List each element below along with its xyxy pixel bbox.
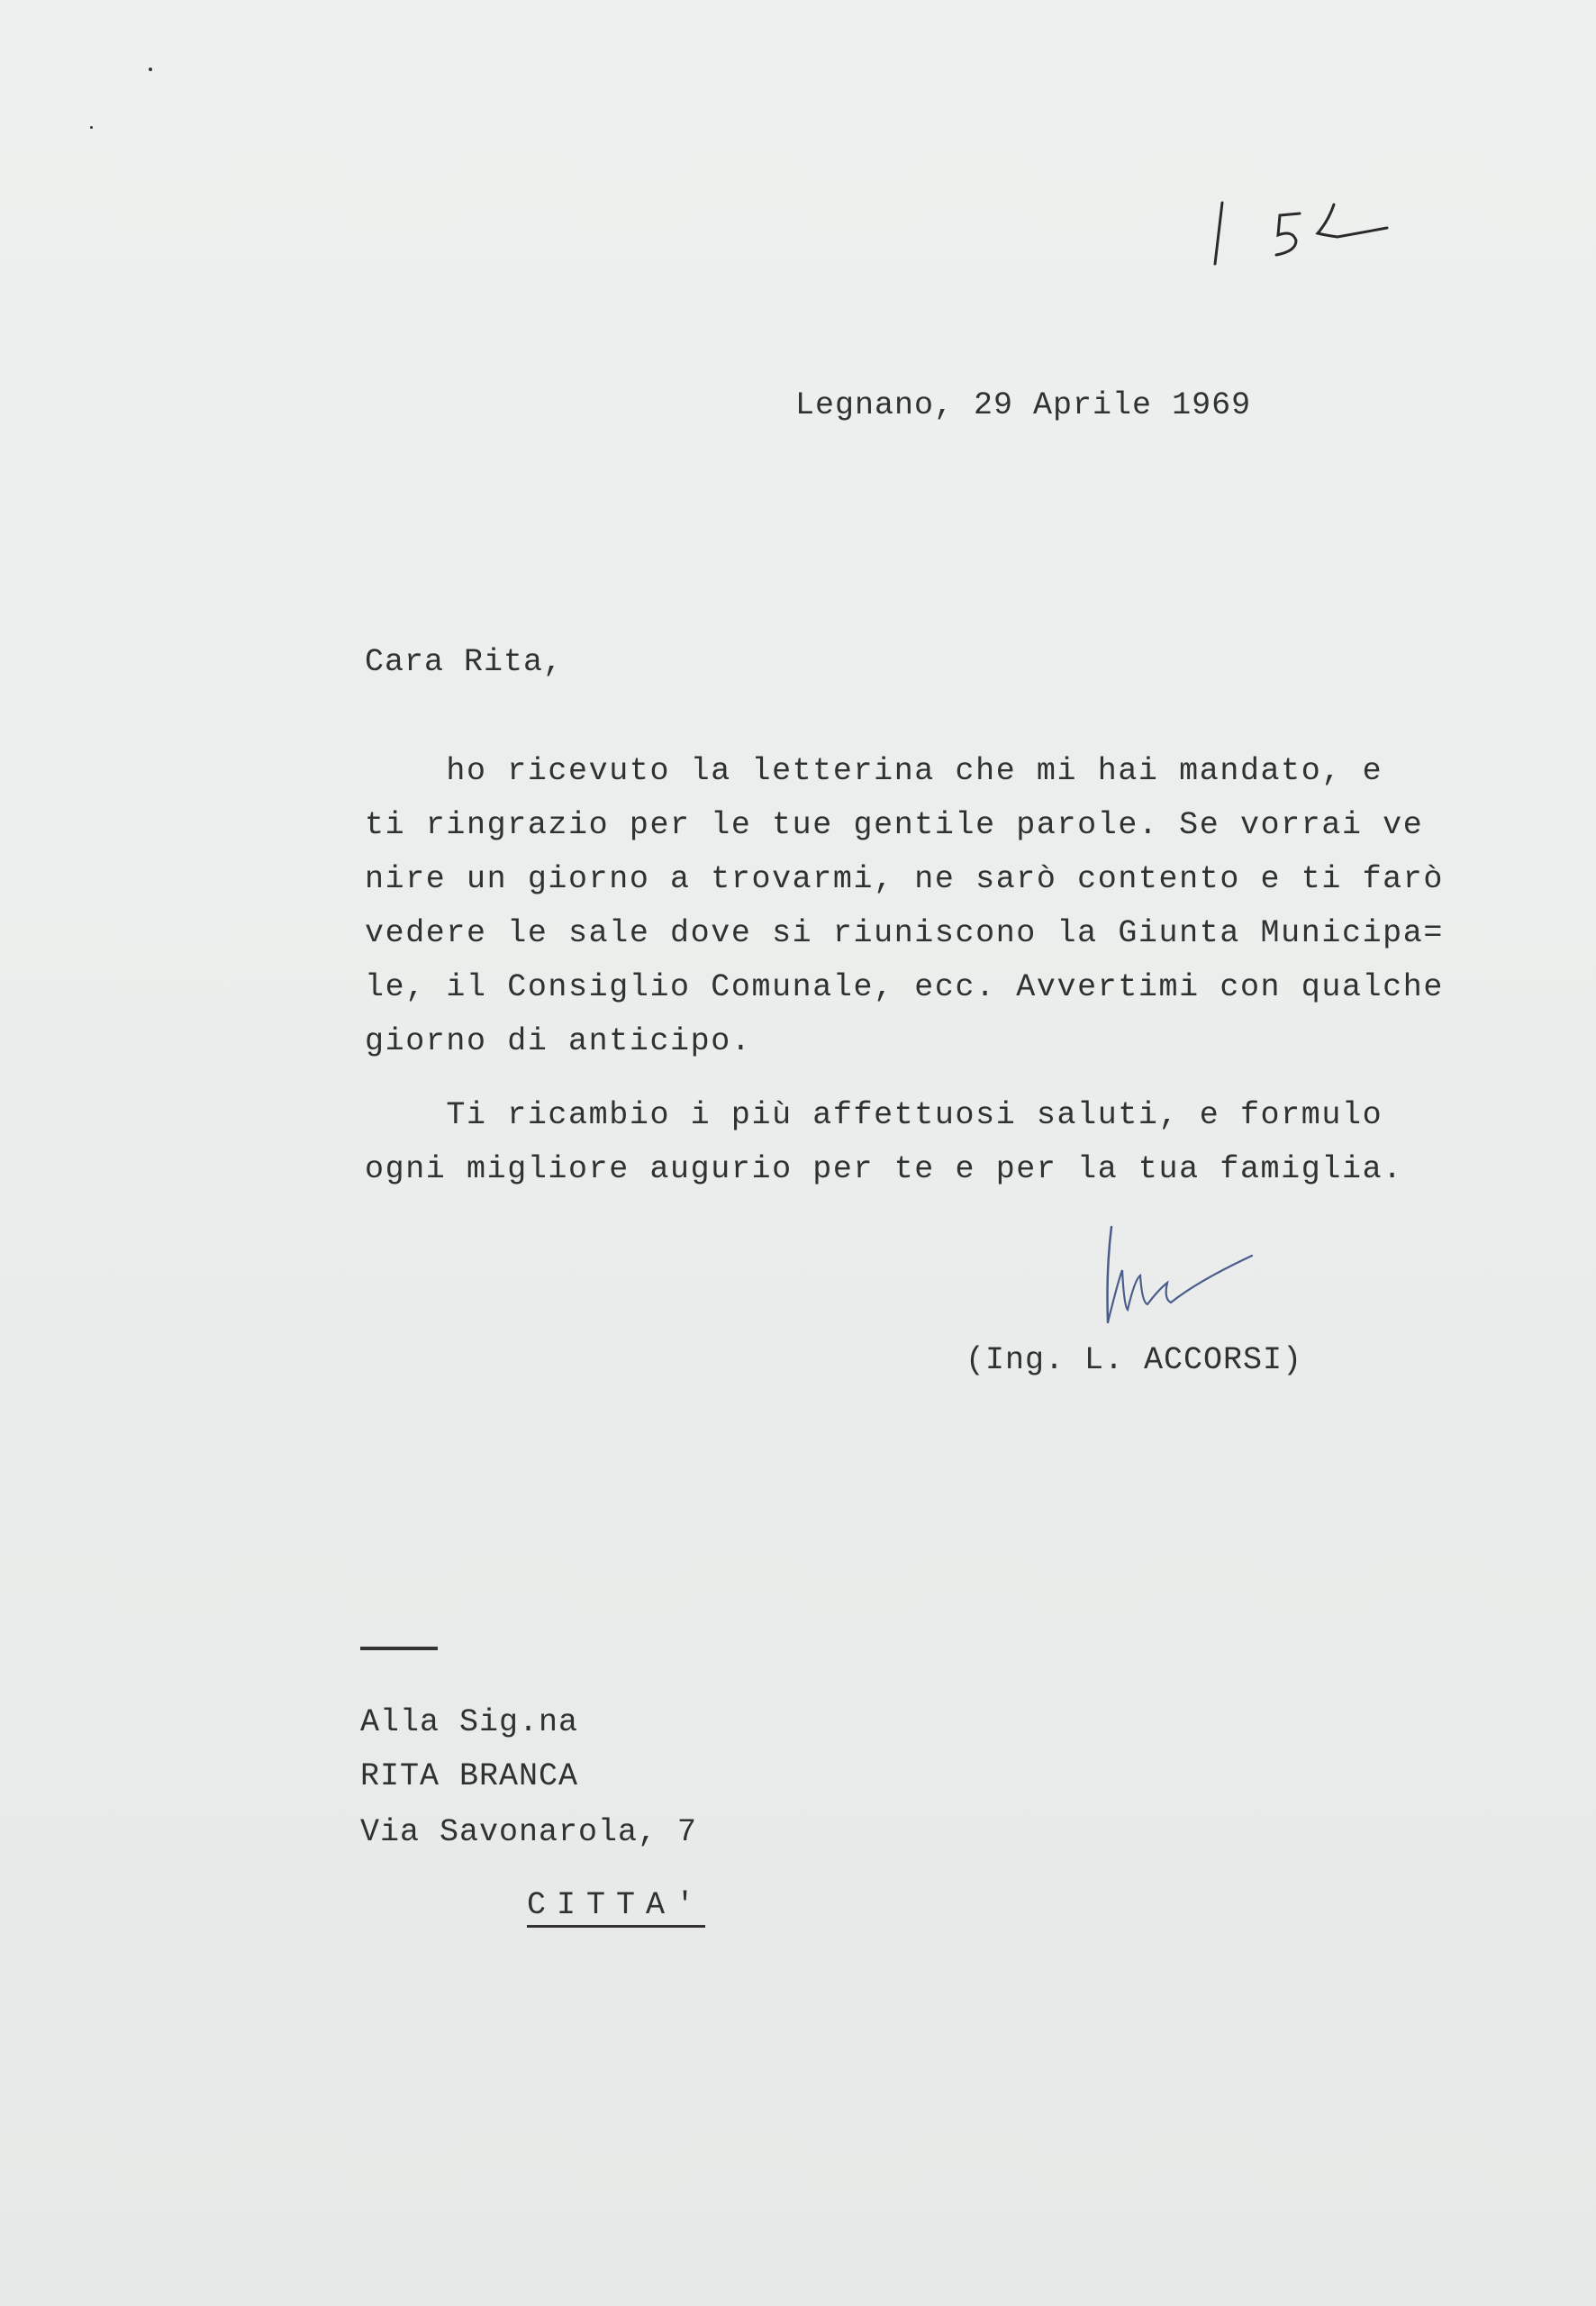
handwritten-signature (1081, 1216, 1261, 1333)
salutation: Cara Rita, (365, 644, 564, 680)
address-line-1: Alla Sig.na (360, 1704, 579, 1740)
place-date: Legnano, 29 Aprile 1969 (795, 387, 1252, 423)
handwritten-folio-number (1202, 194, 1410, 275)
body-line: ti ringrazio per le tue gentile parole. Se vorrai ve (365, 807, 1424, 843)
body-line: Ti ricambio i più affettuosi saluti, e formulo (365, 1097, 1383, 1133)
body-line: vedere le sale dove si riuniscono la Giunta Municipa= (365, 915, 1444, 951)
address-line-2: RITA BRANCA (360, 1758, 579, 1794)
address-city: CITTA' (527, 1887, 705, 1928)
paper-speck (90, 126, 93, 129)
signatory-name: (Ing. L. ACCORSI) (966, 1342, 1303, 1378)
body-line: le, il Consiglio Comunale, ecc. Avvertimi con qualche (365, 969, 1444, 1005)
body-line: ogni migliore augurio per te e per la tua famiglia. (365, 1151, 1403, 1187)
body-line: ho ricevuto la letterina che mi hai mandato, e (365, 753, 1383, 789)
separator-line (360, 1647, 438, 1650)
body-line: nire un giorno a trovarmi, ne sarò contento e ti farò (365, 861, 1444, 897)
body-line: giorno di anticipo. (365, 1023, 752, 1059)
paper-speck (149, 68, 152, 71)
address-line-3: Via Savonarola, 7 (360, 1814, 698, 1850)
